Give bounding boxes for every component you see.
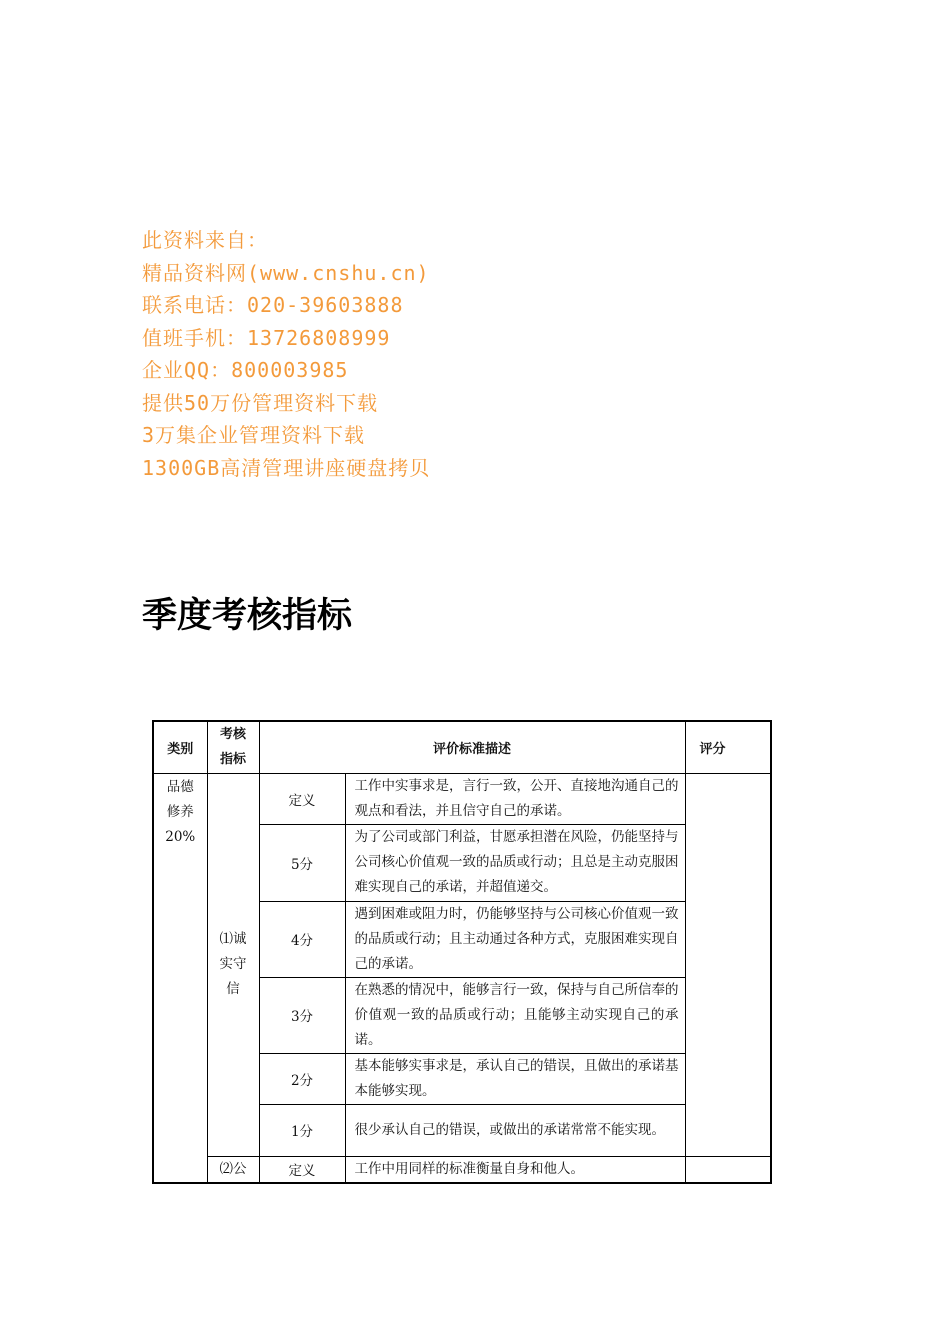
- description-cell: 工作中实事求是，言行一致，公开、直接地沟通自己的观点和看法，并且信守自己的承诺。: [345, 773, 685, 824]
- promo-line: 1300GB高清管理讲座硬盘拷贝: [142, 455, 431, 480]
- score-cell[interactable]: [685, 773, 771, 1156]
- table-row: [153, 773, 771, 824]
- level-cell: 5分: [259, 824, 345, 901]
- description-cell: 为了公司或部门利益，甘愿承担潜在风险，仍能坚持与公司核心价值观一致的品质或行动；且总是主动克服困难实现自己的承诺，并超值递交。: [345, 824, 685, 901]
- level-cell: 定义: [259, 773, 345, 824]
- level-cell: 定义: [259, 1156, 345, 1183]
- promo-line: 此资料来自：: [142, 228, 268, 252]
- description-cell: 在熟悉的情况中，能够言行一致，保持与自己所信奉的价值观一致的品质或行动；且能够主动实现自己的承诺。: [345, 977, 685, 1053]
- header-indicator-line: 指标: [219, 752, 246, 768]
- promo-line: 联系电话：020-39603888: [142, 293, 404, 317]
- category-weight: 20%: [165, 828, 196, 845]
- promo-block: [142, 224, 430, 484]
- header-description: 评价标准描述: [259, 721, 685, 773]
- header-indicator-line: 考核: [219, 727, 246, 743]
- indicator-cell: ⑵公: [207, 1156, 259, 1183]
- level-cell: 4分: [259, 901, 345, 977]
- indicator-line: ⑴诚: [219, 931, 247, 947]
- category-line: 修养: [166, 803, 194, 820]
- description-cell: 基本能够实事求是，承认自己的错误，且做出的承诺基本能够实现。: [345, 1053, 685, 1104]
- description-cell: 遇到困难或阻力时，仍能够坚持与公司核心价值观一致的品质或行动；且主动通过各种方式，克服困难实现自己的承诺。: [345, 901, 685, 977]
- promo-line: 提供50万份管理资料下载: [142, 390, 379, 415]
- description-cell: 工作中用同样的标准衡量自身和他人。: [345, 1156, 685, 1183]
- promo-line: 企业QQ：800003985: [142, 358, 349, 382]
- category-cell: [153, 773, 207, 1183]
- table-row: [153, 1156, 771, 1183]
- level-cell: 3分: [259, 977, 345, 1053]
- description-cell: 很少承认自己的错误，或做出的承诺常常不能实现。: [345, 1104, 685, 1156]
- promo-line: 精品资料网(www.cnshu.cn): [142, 260, 430, 285]
- indicator-line: 实守: [219, 956, 247, 972]
- header-indicator: [207, 721, 259, 773]
- page-title: 季度考核指标: [142, 596, 353, 636]
- level-cell: 1分: [259, 1104, 345, 1156]
- assessment-table: [152, 720, 772, 1184]
- level-cell: 2分: [259, 1053, 345, 1104]
- score-cell[interactable]: [685, 1156, 771, 1183]
- header-score: 评分: [685, 721, 771, 773]
- indicator-line: 信: [226, 981, 240, 997]
- table-header-row: [153, 721, 771, 773]
- promo-line: 3万集企业管理资料下载: [142, 423, 366, 447]
- promo-line: 值班手机：13726808999: [142, 325, 391, 350]
- category-line: 品德: [166, 778, 194, 795]
- indicator-cell: [207, 773, 259, 1156]
- header-category: 类别: [153, 721, 207, 773]
